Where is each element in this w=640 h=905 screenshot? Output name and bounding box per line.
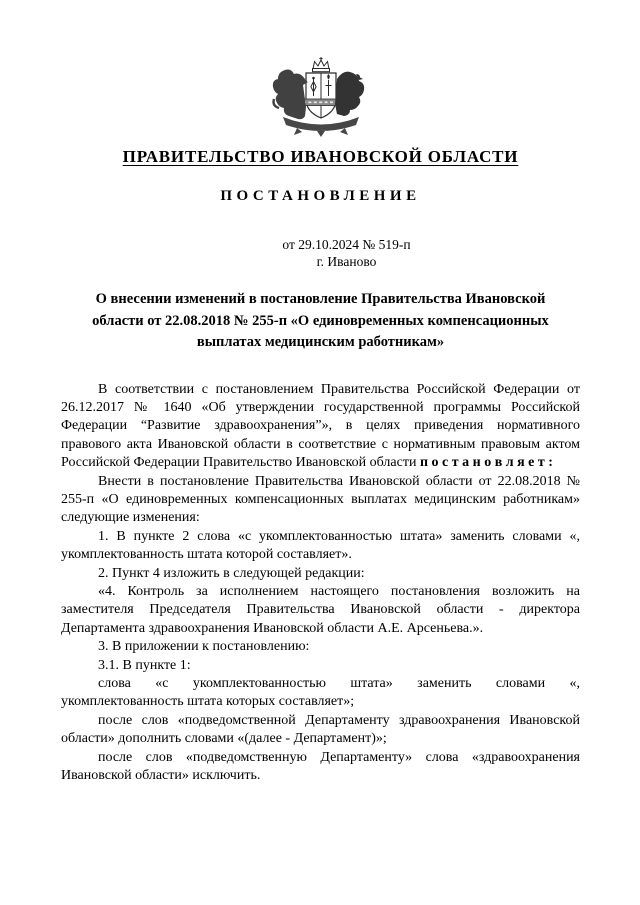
body-paragraph-6: 3. В приложении к постановлению: (98, 639, 310, 655)
body-paragraph-4: 2. Пункт 4 изложить в следующей редакции: (98, 565, 365, 581)
doc-date-number: от 29.10.2024 № 519-п (282, 237, 411, 252)
doc-subject: О внесении изменений в постановление Правительства Ивановской области от 22.08.2018 № 255-п «О единовременных компенсационных выплатах медицинским работникам» (92, 291, 549, 350)
paragraph-text: В соответствии с постановлением Правительства Российской Федерации от 26.12.2017 № 1640 «Об утверждении государственной программы Российской Федерации “Развитие здравоохранения”», в целях приведения нормативного правового акта Ивановской области в соответствие с нормативным правовым актом Российской Федерации Правительство Ивановской области (61, 381, 580, 471)
body-paragraph-9: после слов «подведомственной Департаменту здравоохранения Ивановской области» дополнить словами «(далее - Департамент)»; (61, 712, 580, 747)
doc-meta-block (87, 236, 606, 270)
body-paragraph-3: 1. В пункте 2 слова «с укомплектованностью штата» заменить словами «, укомплектованность штата которой составляет». (61, 528, 580, 563)
body-paragraph-7: 3.1. В пункте 1: (98, 657, 191, 673)
doc-place: г. Иваново (316, 254, 377, 269)
body-paragraph-8: слова «с укомплектованностью штата» заменить словами «, укомплектованность штата которых составляет»; (61, 676, 580, 710)
body-paragraph-1 (61, 381, 580, 473)
coat-of-arms-icon (61, 0, 580, 140)
body-paragraph-2: Внести в постановление Правительства Ивановской области от 22.08.2018 № 255-п «О единовременных компенсационных выплатах медицинским работникам» следующие изменения: (61, 473, 580, 526)
enacts-keyword: п о с т а н о в л я е т : (419, 455, 553, 471)
body-paragraph-10: после слов «подведомственную Департаменту» слова «здравоохранения Ивановской области» исключить. (61, 749, 580, 784)
body-paragraph-5: «4. Контроль за исполнением настоящего постановления возложить на заместителя Председателя Правительства Ивановской области - директора Департамента здравоохранения Ивановской области А.Е. Арсеньева.». (61, 583, 580, 636)
org-title: ПРАВИТЕЛЬСТВО ИВАНОВСКОЙ ОБЛАСТИ (122, 147, 519, 166)
doc-type-title: ПОСТАНОВЛЕНИЕ (220, 188, 421, 204)
doc-body (61, 381, 580, 786)
